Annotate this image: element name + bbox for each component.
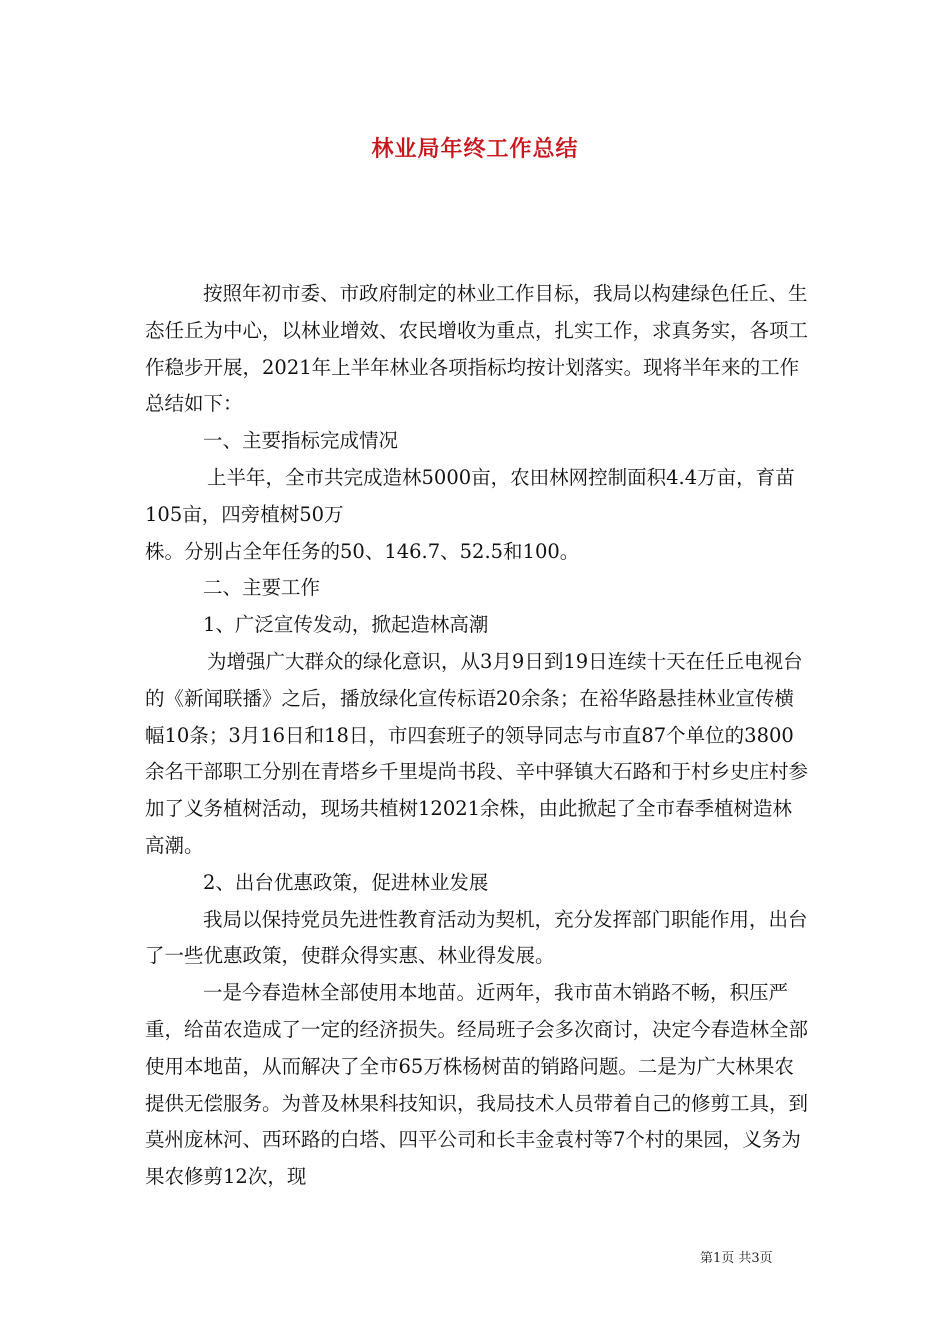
section-heading-2: 二、主要工作 — [203, 576, 321, 600]
subheading-2: 2、出台优惠政策，促进林业发展 — [203, 870, 489, 894]
publicity-paragraph: 为增强广大群众的绿化意识，从3月9日到19日连续十天在任丘电视台的《新闻联播》之后，播放绿化宣传标语20余条；在裕华路悬挂林业宣传横幅10条；3月16日和18日，市四套班子的领导同志与市直87个单位的3800余名干部职工分别在青塔乡千里堤尚书段、辛中驿镇大石路和于村乡史庄村参加了义务植树活动，现场共植树12021余株，由此掀起了全市春季植树造林高潮。 — [145, 649, 809, 857]
indicators-paragraph: 上半年，全市共完成造林5000亩，农田林网控制面积4.4万亩，育苗105亩，四旁植树50万 — [145, 465, 795, 526]
document-title: 林业局年终工作总结 — [371, 136, 579, 162]
page-number: 第1页 共3页 — [700, 1251, 773, 1266]
document-body — [145, 276, 810, 1196]
measures-paragraph: 一是今春造林全部使用本地苗。近两年，我市苗木销路不畅，积压严重，给苗农造成了一定的经济损失。经局班子会多次商讨，决定今春造林全部使用本地苗，从而解决了全市65万株杨树苗的销路问题。二是为广大林果农提供无偿服务。为普及林果科技知识，我局技术人员带着自己的修剪工具，到莫州庞林河、西环路的白塔、四平公司和长丰金袁村等7个村的果园，义务为果农修剪12次，现 — [145, 981, 809, 1189]
intro-paragraph: 按照年初市委、市政府制定的林业工作目标，我局以构建绿色任丘、生态任丘为中心，以林业增效、农民增收为重点，扎实工作，求真务实，各项工作稳步开展，2021年上半年林业各项指标均按计划落实。现将半年来的工作总结如下： — [145, 282, 809, 416]
indicators-paragraph-continued: 株。分别占全年任务的50、146.7、52.5和100。 — [145, 539, 580, 563]
section-heading-1: 一、主要指标完成情况 — [203, 429, 399, 453]
subheading-1: 1、广泛宣传发动，掀起造林高潮 — [203, 613, 489, 637]
policy-paragraph: 我局以保持党员先进性教育活动为契机，充分发挥部门职能作用，出台了一些优惠政策，使群众得实惠、林业得发展。 — [145, 907, 808, 968]
